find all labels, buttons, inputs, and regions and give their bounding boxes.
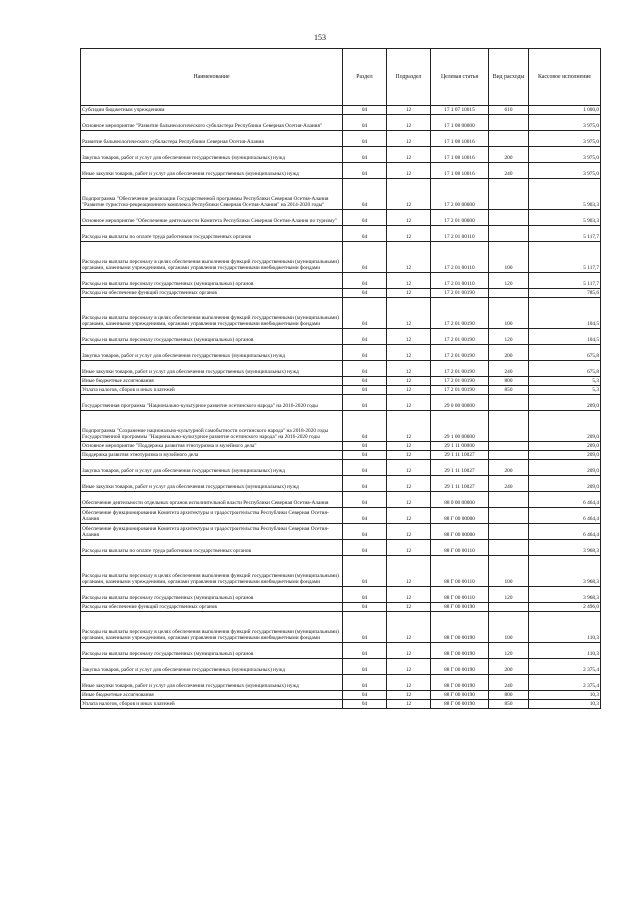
table-row: [81, 556, 601, 587]
table-row: [81, 386, 601, 395]
row-target-article: 88 Г 00 00190: [431, 700, 489, 709]
table-row: [81, 540, 601, 556]
row-cash-execution: 110,3: [529, 612, 601, 643]
row-section: 04: [343, 210, 387, 226]
budget-table: [80, 48, 601, 709]
row-cash-execution: 209,0: [529, 442, 601, 451]
row-section: 04: [343, 115, 387, 131]
row-section: 04: [343, 540, 387, 556]
row-section: 04: [343, 273, 387, 289]
header-cash-execution: Кассовое исполнение: [529, 49, 601, 106]
row-subsection: 12: [387, 242, 431, 273]
table-row: [81, 210, 601, 226]
row-section: 04: [343, 675, 387, 691]
row-expense-type: [489, 395, 529, 411]
row-target-article: 29 0 00 00000: [431, 395, 489, 411]
row-expense-type: [489, 451, 529, 460]
row-name: Иные бюджетные ассигнования: [81, 377, 343, 386]
row-cash-execution: 2 375,4: [529, 659, 601, 675]
row-target-article: 17 2 01 00000: [431, 210, 489, 226]
row-cash-execution: 209,0: [529, 395, 601, 411]
row-name: Расходы на обеспечение функций государственных органов: [81, 289, 343, 298]
row-subsection: 12: [387, 329, 431, 345]
row-name: Иные закупки товаров, работ и услуг для обеспечения государственных (муниципальных) нужд: [81, 361, 343, 377]
row-cash-execution: 1 000,0: [529, 106, 601, 115]
row-section: 04: [343, 587, 387, 603]
row-cash-execution: 209,0: [529, 460, 601, 476]
header-expense-type: Вид расходы: [489, 49, 529, 106]
row-expense-type: 850: [489, 386, 529, 395]
row-target-article: 29 1 11 10027: [431, 476, 489, 492]
row-section: 04: [343, 163, 387, 179]
row-subsection: 12: [387, 659, 431, 675]
row-expense-type: 100: [489, 612, 529, 643]
row-target-article: 88 Г 00 00110: [431, 556, 489, 587]
row-section: 04: [343, 242, 387, 273]
row-subsection: 12: [387, 451, 431, 460]
table-row: [81, 643, 601, 659]
row-name: Расходы на выплаты по оплате труда работников государственных органов: [81, 540, 343, 556]
row-subsection: 12: [387, 345, 431, 361]
row-name: Развитие бальнеологического субкластера Республики Северная Осетия-Алания: [81, 131, 343, 147]
row-cash-execution: 5 903,3: [529, 210, 601, 226]
row-expense-type: [489, 524, 529, 540]
row-target-article: 29 1 00 00000: [431, 411, 489, 442]
row-cash-execution: 209,0: [529, 476, 601, 492]
row-subsection: 12: [387, 179, 431, 210]
row-cash-execution: 10,3: [529, 700, 601, 709]
row-name: Расходы на выплаты персоналу в целях обеспечения выполнения функций государственными (муниципальными) органами, казенными учреждениями, органами управления государственными внебюджетными фондами: [81, 612, 343, 643]
table-row: [81, 524, 601, 540]
row-name: Обеспечение функционирования Комитета архитектуры и градостроительства Республики Северная Осетия-Алания: [81, 524, 343, 540]
row-target-article: 17 2 01 00190: [431, 298, 489, 329]
row-target-article: 17 2 01 00190: [431, 329, 489, 345]
row-subsection: 12: [387, 476, 431, 492]
row-section: 04: [343, 329, 387, 345]
row-subsection: 12: [387, 289, 431, 298]
row-name: Закупка товаров, работ и услуг для обеспечения государственных (муниципальных) нужд: [81, 460, 343, 476]
table-row: [81, 587, 601, 603]
row-section: 04: [343, 451, 387, 460]
row-section: 04: [343, 556, 387, 587]
row-cash-execution: 785,6: [529, 289, 601, 298]
row-subsection: 12: [387, 442, 431, 451]
table-row: [81, 345, 601, 361]
row-name: Государственная программа "Национально-культурное развитие осетинского народа" на 2016-2020 годы: [81, 395, 343, 411]
row-expense-type: 200: [489, 659, 529, 675]
row-section: 04: [343, 476, 387, 492]
row-cash-execution: 3 968,3: [529, 587, 601, 603]
table-row: [81, 115, 601, 131]
row-subsection: 12: [387, 612, 431, 643]
table-row: [81, 395, 601, 411]
row-section: 04: [343, 386, 387, 395]
table-row: [81, 700, 601, 709]
row-target-article: 17 2 01 00190: [431, 386, 489, 395]
row-cash-execution: 5 117,7: [529, 226, 601, 242]
row-subsection: 12: [387, 700, 431, 709]
row-cash-execution: 209,0: [529, 411, 601, 442]
row-subsection: 12: [387, 492, 431, 508]
table-row: [81, 442, 601, 451]
row-subsection: 12: [387, 643, 431, 659]
row-subsection: 12: [387, 361, 431, 377]
table-row: [81, 508, 601, 524]
row-section: 04: [343, 524, 387, 540]
row-expense-type: 200: [489, 345, 529, 361]
row-cash-execution: 2 496,0: [529, 603, 601, 612]
table-row: [81, 612, 601, 643]
row-cash-execution: 3 968,3: [529, 556, 601, 587]
row-target-article: 17 1 08 10016: [431, 163, 489, 179]
table-row: [81, 131, 601, 147]
table-row: [81, 179, 601, 210]
row-name: Основное мероприятие "Развитие бальнеологического субкластера Республики Северная Осетия-Алания": [81, 115, 343, 131]
row-section: 04: [343, 298, 387, 329]
row-subsection: 12: [387, 115, 431, 131]
row-expense-type: 240: [489, 675, 529, 691]
header-name: Наименование: [81, 49, 343, 106]
header-section: Раздел: [343, 49, 387, 106]
table-row: [81, 361, 601, 377]
header-subsection: Подраздел: [387, 49, 431, 106]
row-name: Субсидии бюджетным учреждениям: [81, 106, 343, 115]
row-section: 04: [343, 643, 387, 659]
row-name: Закупка товаров, работ и услуг для обеспечения государственных (муниципальных) нужд: [81, 659, 343, 675]
row-subsection: 12: [387, 587, 431, 603]
row-expense-type: [489, 508, 529, 524]
row-cash-execution: 5 117,7: [529, 242, 601, 273]
row-expense-type: 120: [489, 273, 529, 289]
row-expense-type: [489, 540, 529, 556]
header-row: [81, 49, 601, 106]
row-cash-execution: 6 464,4: [529, 524, 601, 540]
row-cash-execution: 104,5: [529, 329, 601, 345]
row-subsection: 12: [387, 675, 431, 691]
row-cash-execution: 3 975,0: [529, 147, 601, 163]
row-cash-execution: 5,3: [529, 377, 601, 386]
row-cash-execution: 3 968,3: [529, 540, 601, 556]
row-expense-type: [489, 442, 529, 451]
row-name: Расходы на выплаты персоналу государственных (муниципальных) органов: [81, 273, 343, 289]
row-expense-type: 800: [489, 377, 529, 386]
row-target-article: 17 2 01 00110: [431, 242, 489, 273]
row-target-article: 88 Г 00 00000: [431, 508, 489, 524]
row-target-article: 17 1 08 10016: [431, 131, 489, 147]
row-cash-execution: 5 117,7: [529, 273, 601, 289]
row-name: Расходы на выплаты персоналу в целях обеспечения выполнения функций государственными (муниципальными) органами, казенными учреждениями, органами управления государственными внебюджетными фондами: [81, 242, 343, 273]
row-name: Иные закупки товаров, работ и услуг для обеспечения государственных (муниципальных) нужд: [81, 476, 343, 492]
row-cash-execution: 3 975,0: [529, 131, 601, 147]
row-cash-execution: 675,8: [529, 345, 601, 361]
row-expense-type: 610: [489, 106, 529, 115]
row-target-article: 17 2 01 00190: [431, 345, 489, 361]
table-row: [81, 147, 601, 163]
page-number: 153: [314, 33, 326, 42]
table-row: [81, 476, 601, 492]
row-expense-type: [489, 115, 529, 131]
row-target-article: 17 2 01 00190: [431, 377, 489, 386]
row-subsection: 12: [387, 226, 431, 242]
row-subsection: 12: [387, 131, 431, 147]
row-name: Иные закупки товаров, работ и услуг для обеспечения государственных (муниципальных) нужд: [81, 163, 343, 179]
row-expense-type: [489, 289, 529, 298]
row-cash-execution: 5 903,3: [529, 179, 601, 210]
row-section: 04: [343, 361, 387, 377]
row-name: Расходы на выплаты по оплате труда работников государственных органов: [81, 226, 343, 242]
header-target-article: Целевая статья: [431, 49, 489, 106]
table-row: [81, 691, 601, 700]
row-target-article: 17 1 07 10015: [431, 106, 489, 115]
row-target-article: 17 2 00 00000: [431, 179, 489, 210]
row-cash-execution: 10,3: [529, 691, 601, 700]
row-name: Закупка товаров, работ и услуг для обеспечения государственных (муниципальных) нужд: [81, 345, 343, 361]
row-target-article: 17 2 01 00110: [431, 273, 489, 289]
row-name: Основное мероприятие "Поддержка развития этнотуризма и музейного дела": [81, 442, 343, 451]
row-cash-execution: 104,5: [529, 298, 601, 329]
table-row: [81, 298, 601, 329]
row-name: Иные закупки товаров, работ и услуг для обеспечения государственных (муниципальных) нужд: [81, 675, 343, 691]
table-row: [81, 289, 601, 298]
row-target-article: 29 1 11 10027: [431, 451, 489, 460]
row-section: 04: [343, 411, 387, 442]
row-subsection: 12: [387, 460, 431, 476]
row-cash-execution: 3 975,0: [529, 115, 601, 131]
row-name: Закупка товаров, работ и услуг для обеспечения государственных (муниципальных) нужд: [81, 147, 343, 163]
row-section: 04: [343, 492, 387, 508]
row-expense-type: [489, 492, 529, 508]
row-target-article: 88 Г 00 00190: [431, 675, 489, 691]
row-target-article: 17 1 08 10016: [431, 147, 489, 163]
row-section: 04: [343, 147, 387, 163]
row-name: Иные бюджетные ассигнования: [81, 691, 343, 700]
row-target-article: 17 2 01 00190: [431, 289, 489, 298]
row-target-article: 88 Г 00 00110: [431, 587, 489, 603]
row-target-article: 88 0 00 00000: [431, 492, 489, 508]
row-cash-execution: 675,8: [529, 361, 601, 377]
row-name: Расходы на выплаты персоналу государственных (муниципальных) органов: [81, 329, 343, 345]
row-subsection: 12: [387, 163, 431, 179]
row-section: 04: [343, 508, 387, 524]
row-subsection: 12: [387, 298, 431, 329]
row-subsection: 12: [387, 508, 431, 524]
row-target-article: 88 Г 00 00110: [431, 540, 489, 556]
row-subsection: 12: [387, 377, 431, 386]
row-target-article: 17 2 01 00190: [431, 361, 489, 377]
row-expense-type: 200: [489, 147, 529, 163]
row-cash-execution: 3 975,0: [529, 163, 601, 179]
row-expense-type: 240: [489, 476, 529, 492]
row-subsection: 12: [387, 524, 431, 540]
row-expense-type: 120: [489, 587, 529, 603]
row-section: 04: [343, 395, 387, 411]
row-cash-execution: 2 375,4: [529, 675, 601, 691]
row-expense-type: 100: [489, 242, 529, 273]
table-row: [81, 273, 601, 289]
row-expense-type: 100: [489, 298, 529, 329]
row-name: Расходы на выплаты персоналу государственных (муниципальных) органов: [81, 587, 343, 603]
row-section: 04: [343, 345, 387, 361]
table-row: [81, 603, 601, 612]
row-target-article: 88 Г 00 00000: [431, 524, 489, 540]
row-target-article: 88 Г 00 00190: [431, 691, 489, 700]
row-subsection: 12: [387, 411, 431, 442]
row-name: Подпрограмма "Сохранение национально-культурной самобытности осетинского народа" на 2018-2020 годы Государственной программы "Национально-культурное развитие осетинского народа" на 2016-2020 годы: [81, 411, 343, 442]
row-target-article: 88 Г 00 00190: [431, 643, 489, 659]
table-body: [81, 106, 601, 709]
row-section: 04: [343, 377, 387, 386]
row-section: 04: [343, 691, 387, 700]
table-row: [81, 377, 601, 386]
row-expense-type: 240: [489, 361, 529, 377]
row-target-article: 88 Г 00 00190: [431, 612, 489, 643]
row-subsection: 12: [387, 395, 431, 411]
row-subsection: 12: [387, 210, 431, 226]
table-row: [81, 492, 601, 508]
table-row: [81, 226, 601, 242]
row-name: Подпрограмма "Обеспечение реализации Государственной программы Республики Северная Осетия-Алания "Развитие туристско-рекреационного комплекса Республики Северная Осетия-Алания" на 2014-2020 годы": [81, 179, 343, 210]
row-expense-type: [489, 603, 529, 612]
row-subsection: 12: [387, 386, 431, 395]
row-section: 04: [343, 442, 387, 451]
row-name: Обеспечение функционирования Комитета архитектуры и градостроительства Республики Северная Осетия-Алания: [81, 508, 343, 524]
row-expense-type: 850: [489, 700, 529, 709]
row-subsection: 12: [387, 556, 431, 587]
row-name: Расходы на выплаты персоналу в целях обеспечения выполнения функций государственными (муниципальными) органами, казенными учреждениями, органами управления государственными внебюджетными фондами: [81, 298, 343, 329]
row-expense-type: [489, 179, 529, 210]
row-name: Уплата налогов, сборов и иных платежей: [81, 700, 343, 709]
row-section: 04: [343, 289, 387, 298]
row-expense-type: 120: [489, 643, 529, 659]
table-row: [81, 106, 601, 115]
table-row: [81, 659, 601, 675]
row-expense-type: 100: [489, 556, 529, 587]
row-cash-execution: 209,0: [529, 451, 601, 460]
row-target-article: 29 1 11 00000: [431, 442, 489, 451]
row-expense-type: 120: [489, 329, 529, 345]
row-target-article: 17 2 01 00110: [431, 226, 489, 242]
row-expense-type: [489, 210, 529, 226]
table-row: [81, 411, 601, 442]
row-name: Расходы на выплаты персоналу государственных (муниципальных) органов: [81, 643, 343, 659]
row-expense-type: 240: [489, 163, 529, 179]
row-expense-type: [489, 411, 529, 442]
row-section: 04: [343, 106, 387, 115]
table-row: [81, 460, 601, 476]
row-target-article: 88 Г 00 00190: [431, 603, 489, 612]
row-section: 04: [343, 131, 387, 147]
row-name: Обеспечение деятельности отдельных органов исполнительной власти Республики Северная Осетия-Алания: [81, 492, 343, 508]
row-section: 04: [343, 612, 387, 643]
row-subsection: 12: [387, 106, 431, 115]
row-name: Уплата налогов, сборов и иных платежей: [81, 386, 343, 395]
row-subsection: 12: [387, 603, 431, 612]
table-row: [81, 329, 601, 345]
row-section: 04: [343, 659, 387, 675]
row-target-article: 88 Г 00 00190: [431, 659, 489, 675]
row-name: Поддержка развития этнотуризма и музейного дела: [81, 451, 343, 460]
row-subsection: 12: [387, 147, 431, 163]
table-row: [81, 163, 601, 179]
row-cash-execution: 6 464,4: [529, 492, 601, 508]
row-name: Расходы на обеспечение функций государственных органов: [81, 603, 343, 612]
row-section: 04: [343, 460, 387, 476]
row-section: 04: [343, 226, 387, 242]
row-name: Основное мероприятие "Обеспечение деятельности Комитета Республики Северная Осетия-Алания по туризму": [81, 210, 343, 226]
row-expense-type: 800: [489, 691, 529, 700]
row-subsection: 12: [387, 273, 431, 289]
row-expense-type: [489, 226, 529, 242]
row-target-article: 29 1 11 10027: [431, 460, 489, 476]
table-row: [81, 242, 601, 273]
row-cash-execution: 5,3: [529, 386, 601, 395]
row-subsection: 12: [387, 691, 431, 700]
row-cash-execution: 110,3: [529, 643, 601, 659]
row-expense-type: 200: [489, 460, 529, 476]
row-name: Расходы на выплаты персоналу в целях обеспечения выполнения функций государственными (муниципальными) органами, казенными учреждениями, органами управления государственными внебюджетными фондами: [81, 556, 343, 587]
row-section: 04: [343, 700, 387, 709]
table-row: [81, 451, 601, 460]
row-subsection: 12: [387, 540, 431, 556]
row-section: 04: [343, 603, 387, 612]
row-section: 04: [343, 179, 387, 210]
row-target-article: 17 1 08 00000: [431, 115, 489, 131]
row-cash-execution: 6 464,4: [529, 508, 601, 524]
row-expense-type: [489, 131, 529, 147]
table-row: [81, 675, 601, 691]
